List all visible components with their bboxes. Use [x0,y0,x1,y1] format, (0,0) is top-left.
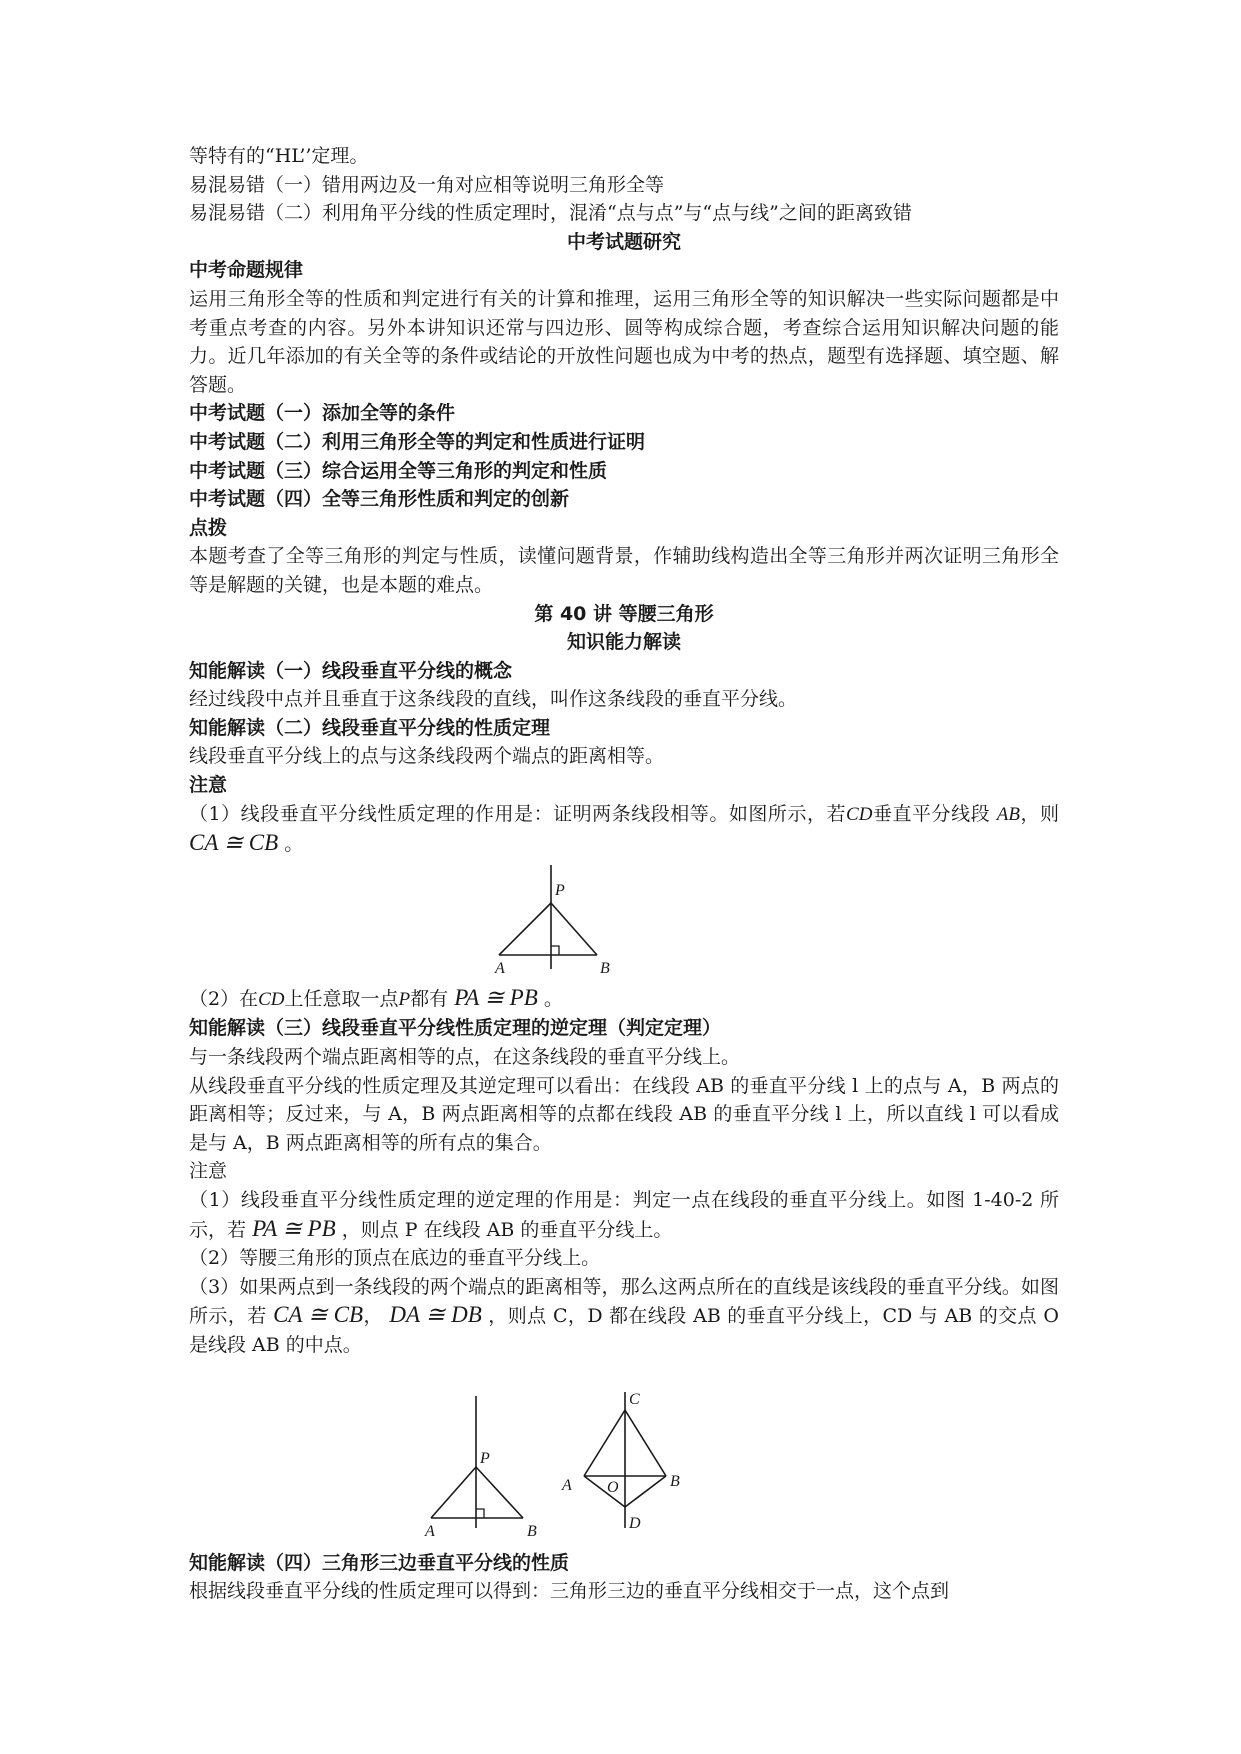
subheading: 中考试题（一）添加全等的条件 [189,402,456,425]
math-var: CD [846,803,873,825]
math-equation: DA ≅ DB [389,1302,482,1328]
label-p: P [555,881,565,899]
label-o: O [607,1478,619,1496]
paragraph: 从线段垂直平分线的性质定理及其逆定理可以看出：在线段 AB 的垂直平分线 l 上的点与 A，B 两点的距离相等；反过来，与 A，B 两点距离相等的点都在线段 AB 的垂直平分线 l 上，所以直线 l 可以看成是与 A，B 两点距离相等的所有点的集合。 [189,1074,1059,1154]
text-run: （1）线段垂直平分线性质定理的逆定理的作用是：判定一点在线段的垂直平分线上。如图 1-40-2 所示，若 [189,1189,1059,1241]
math-var: CD [258,988,285,1010]
subheading: 知能解读（四）三角形三边垂直平分线的性质 [189,1551,570,1574]
label-c: C [629,1390,640,1408]
paragraph [189,1186,1059,1244]
label-b: B [600,959,610,977]
subheading: 中考命题规律 [189,259,304,282]
paragraph [189,1273,1059,1360]
label-d: D [629,1514,641,1532]
text-run: ，则点 C，D 都在线段 AB 的垂直平分线上，CD 与 AB 的交点 O 是线段 AB 的中点。 [189,1305,1059,1356]
text-line: 与一条线段两个端点距离相等的点，在这条线段的垂直平分线上。 [189,1046,741,1069]
label-b: B [670,1472,680,1490]
figure-kite-cadb [561,1391,680,1532]
subheading: 中考试题（四）全等三角形性质和判定的创新 [189,488,570,511]
subheading: 知能解读（三）线段垂直平分线性质定理的逆定理（判定定理） [189,1017,722,1040]
figure-svg [189,1368,1059,1543]
paragraph: 本题考查了全等三角形的判定与性质，读懂问题背景，作辅助线构造出全等三角形并两次证明三角形全等是解题的关键，也是本题的难点。 [189,545,1059,596]
note-label: 注意 [189,774,228,797]
figure-triangle-pab [424,1396,537,1540]
figure-svg [189,865,1059,980]
subheading: 知能解读（二）线段垂直平分线的性质定理 [189,716,551,739]
text-run: 。 [284,833,304,856]
text-line: 线段垂直平分线上的点与这条线段两个端点的距离相等。 [189,745,665,768]
text-run: 都有 [410,987,449,1010]
section-heading: 知识能力解读 [566,631,681,654]
text-line: 易混易错（二）利用角平分线的性质定理时，混淆“点与点”与“点与线”之间的距离致错 [189,202,912,225]
text-run: 。 [543,987,563,1010]
text-run: 上任意取一点 [284,987,399,1010]
figure-pair [189,1368,1059,1543]
text-line: （2）等腰三角形的顶点在底边的垂直平分线上。 [189,1247,601,1270]
subheading: 点拨 [189,516,228,539]
text-line: 经过线段中点并且垂直于这条线段的直线，叫作这条线段的垂直平分线。 [189,688,798,711]
math-equation: CA ≅ CB [189,830,279,856]
math-equation: CA ≅ CB [273,1302,364,1328]
math-equation: PA ≅ PB [454,984,538,1010]
document-page [189,142,1059,1606]
label-a: A [562,1476,572,1494]
paragraph [189,984,1059,1015]
text-run: ，则 [1019,802,1059,825]
text-line: 易混易错（一）错用两边及一角对应相等说明三角形全等 [189,173,665,196]
paragraph [189,800,1059,859]
text-line: 根据线段垂直平分线的性质定理可以得到：三角形三边的垂直平分线相交于一点，这个点到 [189,1580,950,1603]
text-run: 垂直平分线段 [872,802,991,825]
figure-perpendicular-bisector [189,865,1059,980]
label-p: P [480,1449,490,1467]
lecture-title: 第 40 讲 等腰三角形 [534,602,714,625]
text-run: （1）线段垂直平分线性质定理的作用是：证明两条线段相等。如图所示，若 [189,802,847,825]
subheading: 中考试题（三）综合运用全等三角形的判定和性质 [189,459,608,482]
label-a: A [425,1522,435,1540]
text-run: （3）如果两点到一条线段的两个端点的距离相等，那么这两点所在的直线是该线段的垂直平分线。如图所示，若 [189,1275,1059,1328]
math-var: AB [996,803,1020,825]
label-a: A [495,959,505,977]
math-var: P [398,988,411,1010]
subheading: 知能解读（一）线段垂直平分线的概念 [189,659,513,682]
text-run: ，则点 P 在线段 AB 的垂直平分线上。 [341,1218,673,1241]
math-equation: PA ≅ PB [252,1215,336,1241]
note-label: 注意 [189,1160,228,1183]
paragraph: 运用三角形全等的性质和判定进行有关的计算和推理，运用三角形全等的知识解决一些实际问题都是中考重点考查的内容。另外本讲知识还常与四边形、圆等构成综合题，考查综合运用知识解决问题的能力。近几年添加的有关全等的条件或结论的开放性问题也成为中考的热点，题型有选择题、填空题、解答题。 [189,287,1059,396]
subheading: 中考试题（二）利用三角形全等的判定和性质进行证明 [189,430,646,453]
text-line: 等特有的“HL’’定理。 [189,145,369,167]
label-b: B [527,1522,537,1540]
text-run: ， [363,1305,383,1328]
text-run: （2）在 [189,987,259,1010]
section-heading: 中考试题研究 [566,230,681,253]
